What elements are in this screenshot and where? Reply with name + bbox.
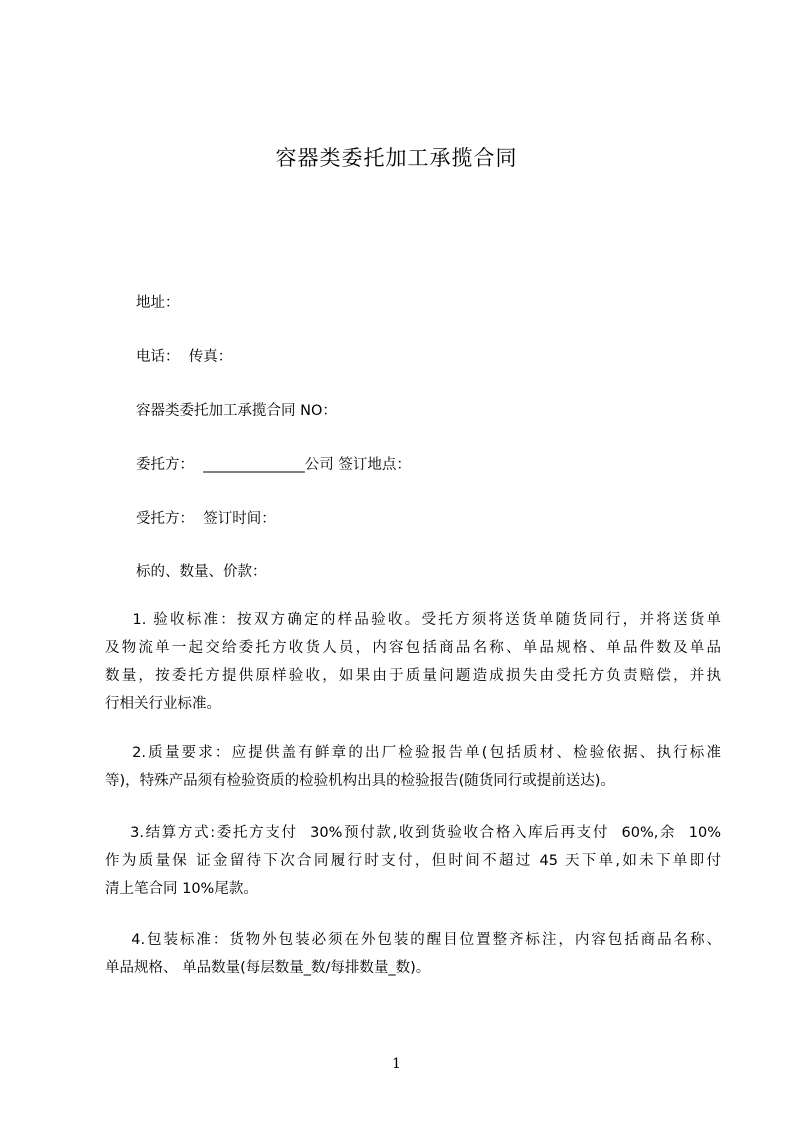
client-line: 委托方： ______________公司 签订地点：: [136, 457, 411, 473]
document-title: 容器类委托加工承揽合同: [275, 146, 518, 170]
clause-packaging-standard: [105, 926, 721, 982]
contractor-line: 受托方： 签订时间：: [136, 511, 276, 527]
address-line: 地址：: [136, 295, 180, 311]
phone-fax-line: 电话： 传真：: [136, 349, 233, 365]
clause-line: 及物流单一起交给委托方收货人员，内容包括商品名称、单品规格、单品件数及单品: [105, 640, 721, 656]
clause-line: 3.结算方式:委托方支付 30%预付款,收到货验收合格入库后再支付 60%,余 10%: [105, 825, 721, 841]
clause-line: 作为质量保 证金留待下次合同履行时支付，但时间不超过 45 天下单,如未下单即付: [105, 853, 721, 869]
clause-line: 数量，按委托方提供原样验收，如果由于质量问题造成损失由受托方负责赔偿，并执: [105, 668, 721, 684]
contract-number-line: 容器类委托加工承揽合同 NO：: [136, 403, 337, 419]
page-number: 1: [392, 1056, 401, 1072]
clause-line: 单品规格、 单品数量(每层数量_数/每排数量_数)。: [105, 960, 431, 976]
clause-line: 1. 验收标准：按双方确定的样品验收。受托方须将送货单随货同行，并将送货单: [105, 612, 721, 628]
clause-settlement-method: [105, 819, 721, 903]
clause-line: 等)，特殊产品须有检验资质的检验机构出具的检验报告(随货同行或提前送达)。: [105, 773, 615, 789]
clause-line: 2.质量要求：应提供盖有鲜章的出厂检验报告单(包括质材、检验依据、执行标准: [105, 745, 721, 761]
clause-line: 4.包装标准：货物外包装必须在外包装的醒目位置整齐标注，内容包括商品名称、: [105, 932, 721, 948]
clause-line: 清上笔合同 10%尾款。: [105, 881, 258, 897]
clause-line: 行相关行业标准。: [105, 696, 221, 712]
clause-quality-requirements: [105, 739, 721, 795]
clause-acceptance-standard: [105, 606, 721, 718]
items-quantity-price-line: 标的、数量、价款：: [136, 564, 267, 580]
